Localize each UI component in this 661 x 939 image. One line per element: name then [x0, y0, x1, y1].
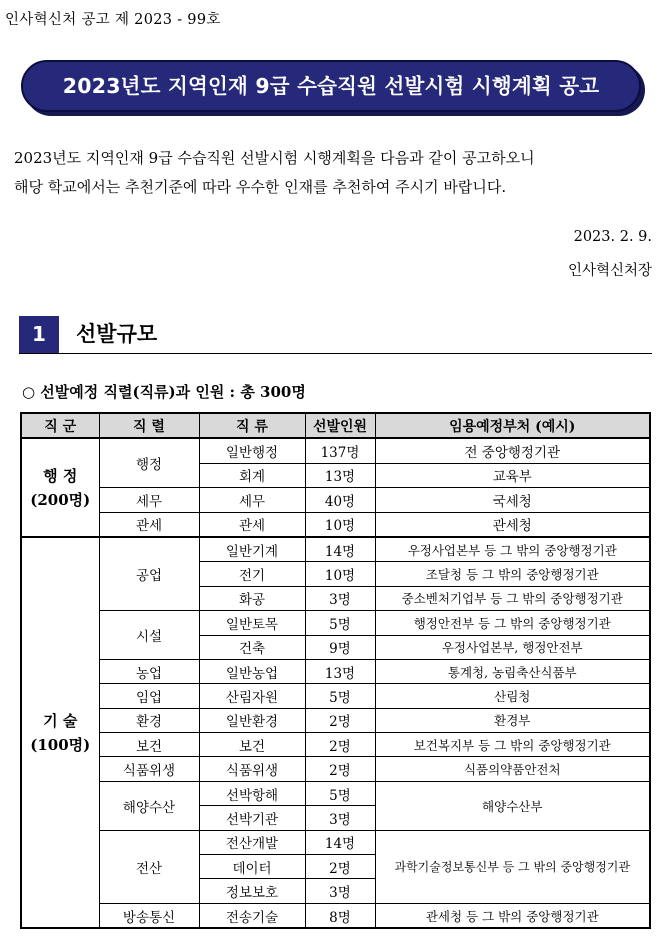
dept-cell: 식품의약품안전처: [375, 757, 650, 781]
series-cell: 해양수산: [99, 781, 199, 830]
group-name: 행 정: [43, 466, 78, 485]
type-cell: 전산개발: [199, 830, 305, 854]
type-cell: 일반환경: [199, 708, 305, 732]
group-cell-admin: [21, 438, 99, 537]
header-job-type: 직 류: [199, 413, 305, 438]
type-cell: 일반행정: [199, 438, 305, 463]
count-cell: 9명: [305, 635, 375, 659]
series-cell: 농업: [99, 659, 199, 683]
type-cell: 보건: [199, 733, 305, 757]
series-cell: 식품위생: [99, 757, 199, 781]
table-row: [21, 537, 650, 562]
dept-cell: 통계청, 농림축산식품부: [375, 659, 650, 683]
announcement-date: 2023. 2. 9.: [573, 229, 652, 245]
section-number-badge: 1: [19, 316, 59, 353]
notice-number: 인사혁신처 공고 제 2023 - 99호: [5, 12, 221, 28]
table-row: [21, 512, 650, 537]
dept-cell: 관세청: [375, 512, 650, 537]
dept-cell: 전 중앙행정기관: [375, 438, 650, 463]
type-cell: 일반기계: [199, 537, 305, 562]
count-cell: 14명: [305, 537, 375, 562]
type-cell: 일반농업: [199, 659, 305, 683]
type-cell: 회계: [199, 463, 305, 487]
table-header-row: [21, 413, 650, 438]
count-cell: 13명: [305, 463, 375, 487]
series-cell: 임업: [99, 684, 199, 708]
count-cell: 2명: [305, 733, 375, 757]
dept-cell: 환경부: [375, 708, 650, 732]
type-cell: 선박기관: [199, 806, 305, 830]
count-cell: 137명: [305, 438, 375, 463]
series-cell: 전산: [99, 830, 199, 903]
issuer-name: 인사혁신처장: [567, 263, 652, 279]
header-job-series: 직 렬: [99, 413, 199, 438]
table-row: [21, 659, 650, 683]
group-name: 기 술: [43, 711, 78, 730]
table-row: [21, 757, 650, 781]
dept-cell: 중소벤처기업부 등 그 밖의 중앙행정기관: [375, 586, 650, 610]
type-cell: 데이터: [199, 855, 305, 879]
dept-cell: 관세청 등 그 밖의 중앙행정기관: [375, 903, 650, 928]
dept-cell: 교육부: [375, 463, 650, 487]
series-cell: 행정: [99, 438, 199, 487]
group-cell-tech: [21, 537, 99, 928]
count-cell: 8명: [305, 903, 375, 928]
header-job-group: 직 군: [21, 413, 99, 438]
type-cell: 전기: [199, 562, 305, 586]
header-ministries: 임용예정부처 (예시): [375, 413, 650, 438]
dept-cell: 보건복지부 등 그 밖의 중앙행정기관: [375, 733, 650, 757]
dept-cell: 국세청: [375, 488, 650, 512]
section-divider: [19, 353, 652, 354]
type-cell: 전송기술: [199, 903, 305, 928]
type-cell: 일반토목: [199, 611, 305, 635]
count-cell: 2명: [305, 855, 375, 879]
table-row: [21, 611, 650, 635]
dept-cell: 해양수산부: [375, 781, 650, 830]
count-cell: 3명: [305, 879, 375, 903]
series-cell: 공업: [99, 537, 199, 611]
dept-cell: 과학기술정보통신부 등 그 밖의 중앙행정기관: [375, 830, 650, 903]
dept-cell: 우정사업본부, 행정안전부: [375, 635, 650, 659]
count-cell: 5명: [305, 684, 375, 708]
type-cell: 화공: [199, 586, 305, 610]
type-cell: 선박항해: [199, 781, 305, 805]
type-cell: 산림자원: [199, 684, 305, 708]
series-cell: 방송통신: [99, 903, 199, 928]
table-row: [21, 781, 650, 805]
count-cell: 2명: [305, 708, 375, 732]
dept-cell: 산림청: [375, 684, 650, 708]
table-row: [21, 733, 650, 757]
count-cell: 10명: [305, 512, 375, 537]
table-row: [21, 684, 650, 708]
series-cell: 환경: [99, 708, 199, 732]
table-row: [21, 438, 650, 463]
intro-line-2: 해당 학교에서는 추천기준에 따라 우수한 인재를 추천하여 주시기 바랍니다.: [14, 178, 507, 196]
type-cell: 세무: [199, 488, 305, 512]
table-row: [21, 830, 650, 854]
dept-cell: 우정사업본부 등 그 밖의 중앙행정기관: [375, 537, 650, 562]
count-cell: 5명: [305, 611, 375, 635]
selection-quota-table: [20, 412, 651, 929]
type-cell: 정보보호: [199, 879, 305, 903]
series-cell: 세무: [99, 488, 199, 512]
table-row: [21, 903, 650, 928]
table-row: [21, 488, 650, 512]
series-cell: 관세: [99, 512, 199, 537]
dept-cell: 조달청 등 그 밖의 중앙행정기관: [375, 562, 650, 586]
count-cell: 13명: [305, 659, 375, 683]
group-total: (200명): [30, 490, 91, 509]
count-cell: 3명: [305, 586, 375, 610]
table-row: [21, 708, 650, 732]
count-cell: 2명: [305, 757, 375, 781]
section-title: 선발규모: [76, 322, 158, 346]
dept-cell: 행정안전부 등 그 밖의 중앙행정기관: [375, 611, 650, 635]
group-total: (100명): [30, 735, 91, 754]
count-cell: 14명: [305, 830, 375, 854]
count-cell: 10명: [305, 562, 375, 586]
series-cell: 시설: [99, 611, 199, 660]
series-cell: 보건: [99, 733, 199, 757]
count-cell: 5명: [305, 781, 375, 805]
type-cell: 건축: [199, 635, 305, 659]
subsection-title: ○ 선발예정 직렬(직류)과 인원 : 총 300명: [22, 383, 306, 401]
type-cell: 식품위생: [199, 757, 305, 781]
announcement-title-banner: 2023년도 지역인재 9급 수습직원 선발시험 시행계획 공고: [21, 60, 641, 112]
count-cell: 3명: [305, 806, 375, 830]
header-headcount: 선발인원: [305, 413, 375, 438]
type-cell: 관세: [199, 512, 305, 537]
count-cell: 40명: [305, 488, 375, 512]
intro-line-1: 2023년도 지역인재 9급 수습직원 선발시험 시행계획을 다음과 같이 공고하오니: [14, 149, 535, 167]
